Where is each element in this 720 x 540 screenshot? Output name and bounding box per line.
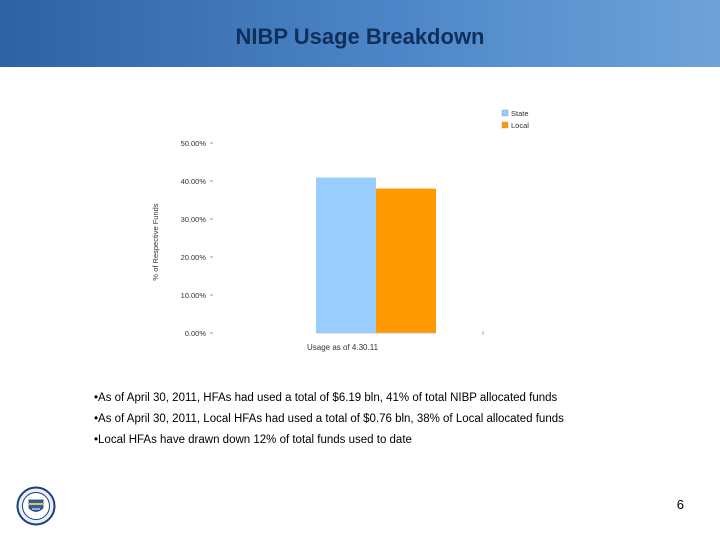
slide-title: NIBP Usage Breakdown [235,24,485,49]
y-tick-label: 10.00% [180,291,206,300]
legend-label-local: Local [511,121,529,130]
bar-state [316,178,376,333]
legend-swatch-local [502,122,508,128]
bullet-list [94,392,694,455]
bar-local [376,189,436,333]
y-tick-label: 30.00% [180,215,206,224]
bullet-local-drawdown: •Local HFAs have drawn down 12% of total funds used to date [94,434,412,446]
y-tick-label: 50.00% [180,139,206,148]
bullet-local-hfa-total: •As of April 30, 2011, Local HFAs had used a total of $0.76 bln, 38% of Local allocated funds [94,413,564,425]
x-axis-label: Usage as of 4.30.11 [307,343,379,352]
legend-label-state: State [511,109,529,118]
y-tick-label: 40.00% [180,177,206,186]
page-number: 6 [676,497,684,512]
y-tick-label: 0.00% [184,329,206,338]
treasury-seal-icon [16,486,56,526]
y-tick-label: 20.00% [180,253,206,262]
y-axis-label: % of Respective Funds [151,203,160,281]
usage-bar-chart [140,100,560,360]
legend-swatch-state [502,110,508,116]
bullet-hfa-total: •As of April 30, 2011, HFAs had used a total of $6.19 bln, 41% of total NIBP allocated funds [94,392,558,404]
